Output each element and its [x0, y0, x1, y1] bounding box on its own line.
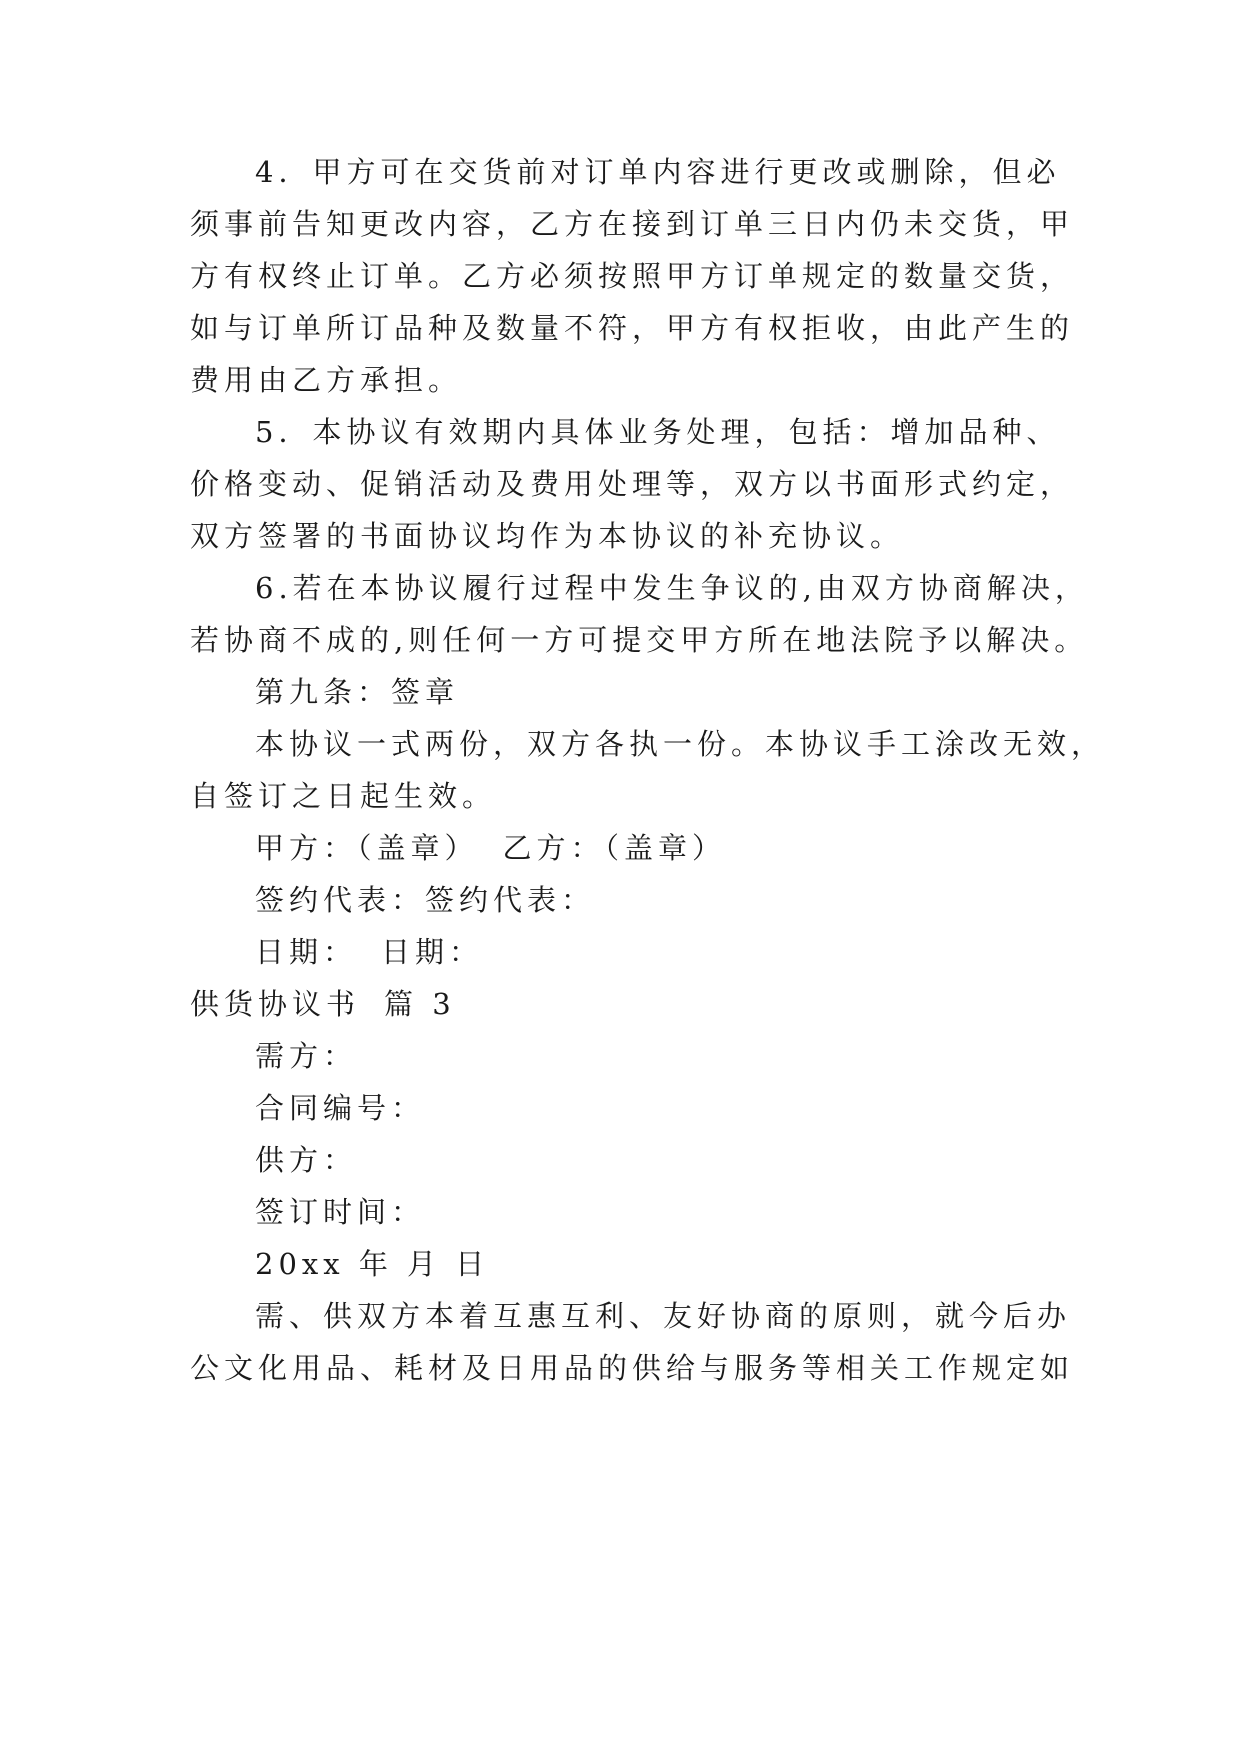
intro-line-1: 需、供双方本着互惠互利、友好协商的原则，就今后办	[255, 1299, 1072, 1333]
section-number: 篇 3	[384, 987, 456, 1021]
date-a-label: 日期：	[255, 935, 358, 969]
item-5-line-1: 5．本协议有效期内具体业务处理，包括：增加品种、	[255, 415, 1061, 449]
signature-representatives: 签约代表：签约代表：	[255, 883, 596, 917]
item-4-line-2: 须事前告知更改内容，乙方在接到订单三日内仍未交货，甲	[190, 207, 1075, 241]
signature-seals	[255, 828, 726, 868]
item-4-line-1: 4．甲方可在交货前对订单内容进行更改或删除，但必	[255, 155, 1061, 189]
item-6-line-1: 6.若在本协议履行过程中发生争议的,由双方协商解决，	[255, 571, 1089, 605]
item-5-line-3: 双方签署的书面协议均作为本协议的补充协议。	[190, 519, 905, 553]
intro-line-2: 公文化用品、耗材及日用品的供给与服务等相关工作规定如	[190, 1351, 1075, 1385]
item-5-line-2: 价格变动、促销活动及费用处理等，双方以书面形式约定，	[190, 467, 1075, 501]
date-b-label: 日期：	[381, 935, 484, 969]
item-4-line-5: 费用由乙方承担。	[190, 363, 463, 397]
sign-date: 20xx 年 月 日	[255, 1247, 490, 1281]
supplier-label: 供方：	[255, 1143, 358, 1177]
item-4-line-3: 方有权终止订单。乙方必须按照甲方订单规定的数量交货，	[190, 259, 1075, 293]
article-9-line-1: 本协议一式两份，双方各执一份。本协议手工涂改无效，	[255, 727, 1106, 761]
article-9-line-2: 自签订之日起生效。	[190, 779, 497, 813]
sign-time-label: 签订时间：	[255, 1195, 426, 1229]
party-b-seal: 乙方：（盖章）	[502, 831, 727, 865]
item-6-line-2: 若协商不成的,则任何一方可提交甲方所在地法院予以解决。	[190, 623, 1089, 657]
signature-dates	[255, 932, 483, 972]
article-9-heading: 第九条：签章	[255, 675, 460, 709]
item-4-line-4: 如与订单所订品种及数量不符，甲方有权拒收，由此产生的	[190, 311, 1075, 345]
section-3-title	[190, 984, 456, 1024]
contract-number-label: 合同编号：	[255, 1091, 426, 1125]
section-title-text: 供货协议书	[190, 987, 361, 1021]
demander-label: 需方：	[255, 1039, 358, 1073]
party-a-seal: 甲方：（盖章）	[255, 831, 479, 865]
